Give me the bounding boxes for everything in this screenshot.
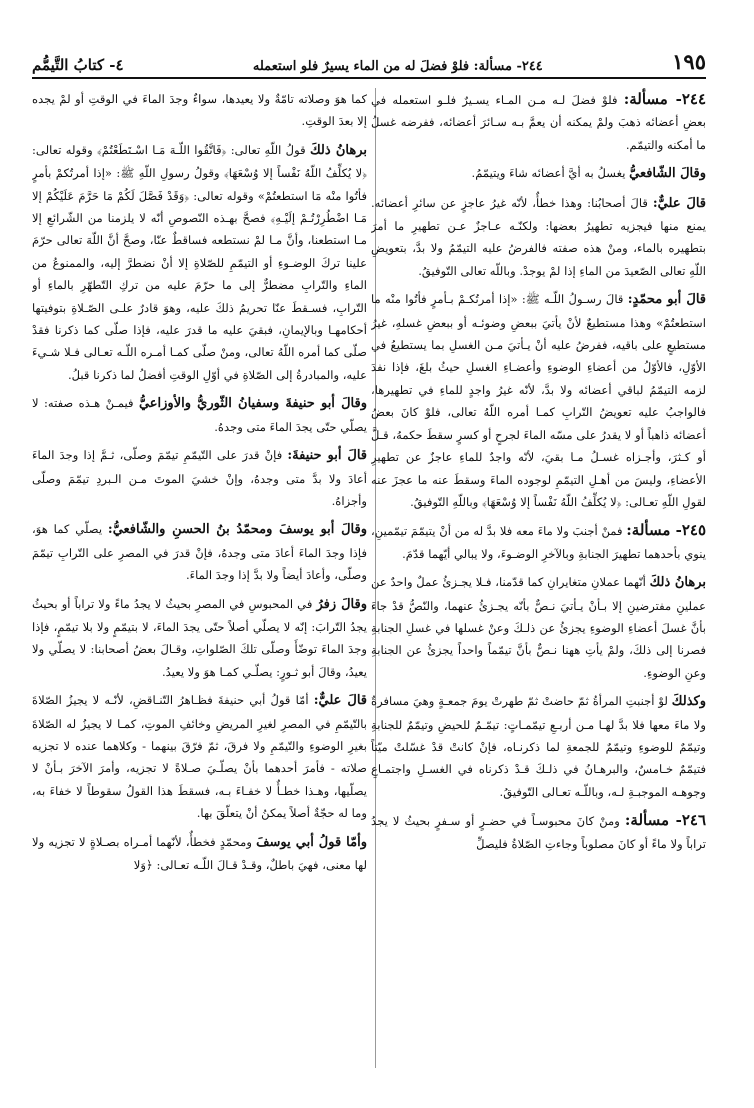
paragraph-text: ومحمّدٍ فخطأٌ، لأنّهما أمـراه بصـلاةٍ لا تجزيه ولا لها معنى، فهيَ باطلٌ، وقـدْ قـالَ اللّـه تعـالى: ﴿وَلا [32, 834, 367, 872]
paragraph [371, 88, 706, 156]
paragraph-lead: وقالَ الشّافعيُّ [629, 166, 706, 182]
paragraph-text: يغسلُ به أيَّ أعضائه شاءَ ويتيمّمُ. [471, 166, 626, 181]
paragraph-text: لوْ أجنبتِ المرأةُ ثمّ حاضتْ ثمّ طهرتْ يومَ جمعـةٍ وهيَ مسافرةٌ ولا ماءَ معها فلا بدَّ لهـا مـن أربـعِ تيمّمـاتٍ: تيمّـمٌ للحيضِ وتيمّمٌ للجنابةِ وتيمّمٌ للوضوءِ وتيمّمٌ للجمعةِ لما ذكرنـاه، فإنْ كانتْ قدْ غسّلتْ ميّتاً فتيمّمٌ خـامسٌ، والبرهـانُ في ذلـكَ قـدْ ذكرناه في الغسـلِ واجتمـاعِ وجوهـه الموجبـةِ لـه، وباللّـه تعـالى التّوفيقُ. [371, 694, 706, 799]
paragraph [32, 139, 367, 386]
paragraph-lead: قالَ أبو حنيفةَ: [287, 448, 367, 464]
right-column [371, 88, 706, 1102]
paragraph-text: فيمـنْ هـذه صفته: لا يصلّي حتّى يجدَ الماءَ متى وجدهُ. [32, 396, 367, 434]
header-rule [32, 77, 706, 79]
paragraph [371, 571, 706, 684]
paragraph [371, 288, 706, 513]
paragraph-text: فإنْ قدرَ على التّيمّمِ تيمّمَ وصلّى، ثـمَّ إذا وجدَ الماءَ أعادَ ولا بدَّ متى وجدهُ، وإنْ خشيَ الموتَ مـن الـبردِ تيمّمَ وصلّى وأجزاهُ. [32, 448, 367, 508]
paragraph-lead: قالَ عليٌّ: [313, 693, 367, 709]
paragraph-lead: برهانُ ذلكَ [309, 142, 367, 158]
running-title: ٢٤٤- مسألة: فلوْ فضلَ له من الماء يسيرٌ فلو استعمله [252, 59, 543, 74]
left-column [32, 88, 367, 1102]
paragraph [371, 809, 706, 855]
paragraph-text: ومنْ كانَ محبوسـاً في حضـرٍ أو سـفرٍ بحيثُ لا يجدُ تراباً ولا ماءً أو كانَ مصلوباً وجاءتِ الصّلاةُ فليصلِّ [371, 814, 706, 851]
paragraph [32, 392, 367, 438]
paragraph [32, 689, 367, 824]
masala-label: ٢٤٤- مسألة: [623, 90, 706, 108]
paragraph [371, 519, 706, 565]
paragraph-text: فمنْ أجنبَ ولا ماءَ معه فلا بدَّ له من أنْ يتيمّمَ تيمّمينِ، ينوي بأحدهما تطهيرَ الجنابةِ وبالآخرِ الوضـوءَ، ولا يبالي أيّهما قدّمَ. [371, 524, 706, 561]
paragraph [32, 593, 367, 684]
paragraph-lead: قالَ عليٌّ: [652, 195, 706, 211]
paragraph-text: أنّهما عملانِ متغايرانِ كما قدّمنا، فـلا يجـزئُ عملٌ واحدٌ عن عملينِ مفترضينِ إلا بـأنْ يـأتيَ نـصٌّ بأنّه يجـزئُ عنهما، والنّصُّ قدْ جاءَ بأنَّ غسلَ أعضاءِ الوضوءِ يجزئُ عن ذلـكَ وعنْ غسلها في غسلِ الجنابةِ فصرنا إلى ذلكَ، ولمْ يأتِ ههنا نـصٌّ بأنَّ تيمّماً واحداً يجزئُ عن الجنابةِ وعنِ الوضوءِ. [371, 575, 706, 680]
paragraph-lead: قالَ أبو محمّدٍ: [627, 292, 706, 308]
page-number: ١٩٥ [672, 49, 706, 74]
paragraph-lead: وقالَ أبو يوسفَ ومحمّدُ بنُ الحسنِ والشّافعيُّ: [107, 522, 367, 538]
chapter-title: ٤- كتابُ التَّيمُّم [32, 56, 124, 74]
paragraph-text: أمّا قولُ أبي حنيفةَ فظـاهرُ التّنـاقضِ، لأنّـه لا يجيزُ الصّلاةَ بالتّيمّمِ في المصرِ لغيرِ المريضِ وخائفِ الموتِ، كمـا لا يجيزُ له الصّلاةَ بغيرِ الوضوءِ والتّيمّمِ ولا فرقَ، ثمّ فرّقَ بينهما - وكلاهما عنده لا تجزيه صلاته - فأمرَ أحدهما بأنْ يصلّـيَ صـلاةً لا تجزيه، وأمرَ الآخرَ بـأنْ لا يصلّيها، وهـذا خطـأٌ لا خفـاءَ بـه، فسقطَ هذا القولُ سقوطاً لا خفاءَ به، وما له حجّةٌ أصلاً يمكنُ أنْ يتعلّقَ بها. [32, 693, 367, 821]
paragraph-text: قولُ اللّهِ تعالى: ﴿فَاتَّقُوا اللّـهَ مَـا اسْـتَطَعْتُمْ﴾ وقوله تعالى: ﴿لا يُكلِّفُ اللّهُ نَفْساً إلا وُسْعَهَا﴾ وقولُ رسولِ اللّهِ ﷺ: «إذا أمرتُكمْ بأمرٍ فأتُوا منْه مَا استطعتُمْ» وقوله تعالى: ﴿وَقَدْ فَصَّلَ لَكُمْ مَا حَرَّمَ عَلَيْكُمْ إلا مَـا اضْطُرِرْتُـمْ إلَيْـهِ﴾ فصحَّ بهـذه النّصوصِ أنّه لا يلزمنا من الشّرائعِ إلا مـا استطعنا، وأنَّ مـا لمْ نستطعه فساقطٌ عنّا، وصحَّ أنَّ اللّهَ تعالى حرّمَ علينا تركَ الوضـوءِ أو التيمّمِ للصّلاةِ إلا أنْ نضطرَّ إليه، والممنوعُ من الماءِ والتّرابِ مضطرٌّ إلى ما حرّمَ عليه من تركِ التّطهّرِ بالماءِ أو التّرابِ، فسـقطَ عنّا تحريمُ ذلكَ عليه، وهوَ قادرٌ علـى الصّـلاةِ بتوفيتها أحكامهـا وبالإيمانِ، فبقيَ عليه ما قدرَ عليه، فإذا صلّى كما ذكرنا فقدْ صلّى كما أمره اللّهُ تعالى، ومنْ صلّى كمـا أمـره اللّـه تعـالى فـلا شـيءَ عليه، والمبادرةُ إلى الصّلاةِ في أوّلِ الوقتِ أفضلُ لما ذكرنا قبلُ. [32, 142, 367, 382]
paragraph-lead: وقالَ زفرُ [316, 596, 367, 612]
paragraph [32, 444, 367, 512]
paragraph-lead: وأمّا قولُ أبي يوسفَ [256, 834, 367, 850]
paragraph-text: يصلّي كما هوَ، فإذا وجدَ الماءَ أعادَ متى وجدهُ، فإنْ قدرَ في المصرِ على التّرابِ تيمّمَ وصلّى، وأعادَ أيضاً ولا بدَّ إذا وجدَ الماءَ. [32, 522, 367, 583]
paragraph [32, 518, 367, 586]
paragraph [371, 162, 706, 185]
paragraph-text: قالَ رسـولُ اللّـه ﷺ: «إذا أمرتُكـمْ بـأمرٍ فأتُوا منْه ما استطعتُمْ» وهذا مستطيعٌ لأنْ يأتيَ ببعضِ وضوئـه أو ببعضِ غسلهِ، غيرُ مستطيعٍ على باقيه، ففرضُ عليه أنْ يـأتيَ مـن الغسلِ بما يستطيعُ في الأوّلِ، فالأوّلُ من أعضاءِ الوضوءِ وأعضـاءِ الغسلِ حيثُ بلغَ، فإذا نفدَ لزمه التيمّمُ لباقي أعضائه ولا بدَّ، لأنّه غيرُ واجدٍ للماءِ في تطهيرها، فالواجبُ عليه تعويضُ التّرابِ كمـا أمره اللّهُ تعالى، فلوْ كانَ بعضُ أعضائه ذاهباً أو لا يقدرُ على مسّه الماءَ لجرحٍ أو كسرٍ سقطَ حكمهُ، قـلَّ أو كـثرَ، وأجـزاه غسـلُ مـا بقيَ، لأنّه واجدٌ للماءِ عاجزٌ عن تطهيرِ الأعضاءِ، وليسَ من أهـلِ التيمّمِ لوجوده الماءَ وسقطَ عنه ما عجزَ عنه لقولِ اللّهِ تعـالى: ﴿لا يُكلِّفُ اللّهُ نَفْساً إلا وُسْعَهَا﴾ وباللّهِ التّوفيقُ. [371, 292, 706, 509]
paragraph-text: كما هوَ وصلاته تامّةٌ ولا يعيدها، سواءٌ وجدَ الماءَ في الوقتِ أو لمْ يجده إلا بعدَ الوقتِ. [32, 92, 367, 129]
paragraph-lead: برهانُ ذلكَ [649, 575, 706, 591]
page-header [32, 46, 706, 74]
paragraph [32, 88, 367, 133]
paragraph-lead: وقالَ أبو حنيفةَ وسفيانُ الثّوريُّ والأوزاعيُّ [138, 396, 367, 412]
paragraph [371, 192, 706, 283]
paragraph-text: في المحبوسِ في المصرِ بحيثُ لا يجدُ ماءً ولا تراباً أو بحيثُ يجدُ التّرابَ: إنّه لا يصلّي أصلاً حتّى يجدَ الماءَ، لا بتيمّمٍ ولا بلا تيمّمٍ، فإذا وجدَ الماءَ توضّأَ وصلّى تلكَ الصّلواتِ، وقـالَ بعضُ أصحابنا: لا يصلّي ولا يعيدُ، وقالَ أبو ثـورٍ: يصلّـي كمـا هوَ ولا يعيدُ. [32, 596, 367, 679]
paragraph [32, 831, 367, 877]
paragraph-lead: وكذلكَ [671, 694, 706, 710]
masala-label: ٢٤٥- مسألة: [626, 521, 706, 540]
masala-label: ٢٤٦- مسألة: [624, 811, 706, 830]
paragraph [371, 690, 706, 803]
paragraph-text: قالَ أصحابُنا: وهذا خطأٌ، لأنّه غيرُ عاجزٍ عن سائرِ أعضائه. يمنع منها فيجزيه تطهيرُ بعضها: ولكنّـه عـاجزٌ عـن تطهيرِ ما أمرَ بتطهيره بالماء، ومنْ هذه صفته فالفرضُ عليه التيمّمُ ولا بدَّ، بتعويضِ اللّهِ تعالى الصّعيدَ من الماءِ إذا لمْ يوجدْ. وباللّه تعالى التّوفيقُ. [371, 195, 706, 278]
paragraph-text: فلوْ فضلَ لـه مـن المـاء يسـيرٌ فلـو استعمله في بعضِ أعضائه ذهبَ ولمْ يمكنه أن يعمَّ بـه سـائرَ أعضائه، ففرضه غسلُ ما أمكنه والتيمّم. [371, 93, 706, 152]
